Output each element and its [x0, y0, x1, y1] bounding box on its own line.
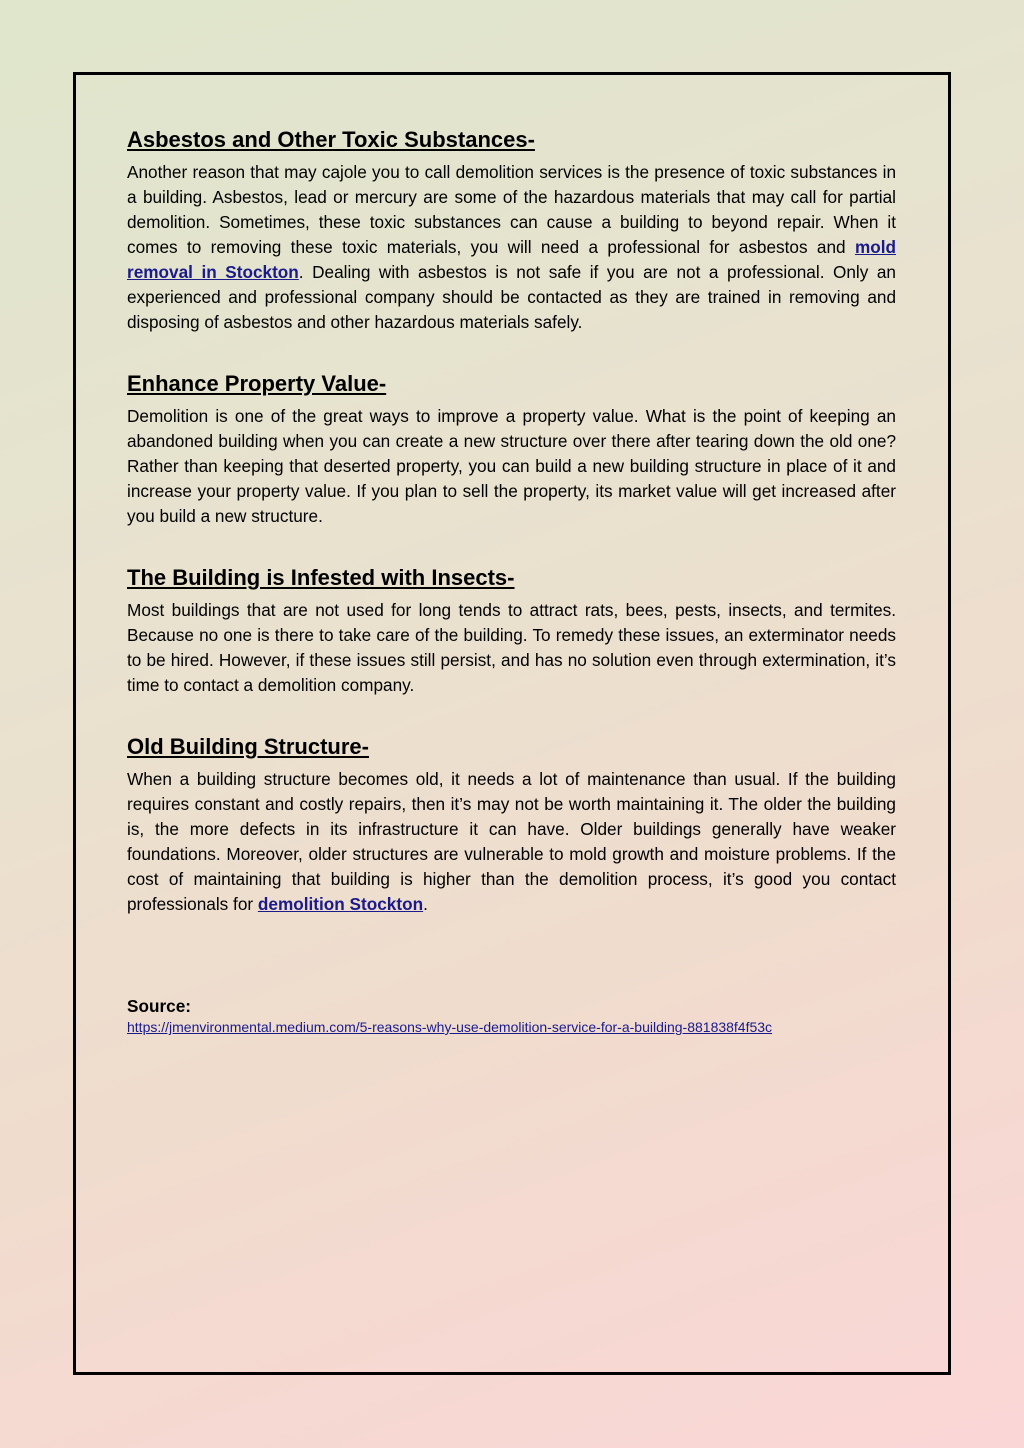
section-heading: Asbestos and Other Toxic Substances-: [127, 127, 535, 152]
section-paragraph: [127, 767, 896, 917]
paragraph-text: Another reason that may cajole you to call demolition services is the presence of toxic substances in a building. Asbestos, lead or mercury are some of the hazardous materials that may call for partial demolition. Sometimes, these toxic substances can cause a building to beyond repair. When it comes to removing these toxic materials, you will need a professional for asbestos and: [127, 162, 896, 257]
section-paragraph: Most buildings that are not used for long tends to attract rats, bees, pests, insects, and termites. Because no one is there to take care of the building. To remedy these issues, an exterminator needs to be hired. However, if these issues still persist, and has no solution even through extermination, it’s time to contact a demolition company.: [127, 600, 896, 695]
section-heading: Old Building Structure-: [127, 734, 369, 759]
source-block: [127, 995, 896, 1037]
source-label: Source:: [127, 996, 191, 1016]
document-content: [127, 125, 896, 1037]
demolition-stockton-link[interactable]: demolition Stockton: [257, 894, 424, 914]
section-heading: Enhance Property Value-: [127, 371, 387, 396]
section-paragraph: Demolition is one of the great ways to improve a property value. What is the point of keeping an abandoned building when you can create a new structure over there after tearing down the old one? Rather than keeping that deserted property, you can build a new building structure in place of it and increase your property value. If you plan to sell the property, its market value will get increased after you build a new structure.: [127, 406, 896, 526]
section-old-building: [127, 732, 896, 917]
section-asbestos: [127, 125, 896, 335]
mold-removal-link[interactable]: mold removal in Stockton: [127, 237, 896, 282]
source-url-link[interactable]: https://jmenvironmental.medium.com/5-reasons-why-use-demolition-service-for-a-building-881838f4f53c: [127, 1019, 773, 1035]
paragraph-text: . Dealing with asbestos is not safe if you are not a professional. Only an experienced and professional company should be contacted as they are trained in removing and disposing of asbestos and other hazardous materials safely.: [127, 262, 896, 332]
paragraph-text: .: [423, 894, 428, 914]
section-paragraph: [127, 160, 896, 335]
section-heading: The Building is Infested with Insects-: [127, 565, 515, 590]
section-insects: [127, 563, 896, 698]
paragraph-text: When a building structure becomes old, it needs a lot of maintenance than usual. If the building requires constant and costly repairs, then it’s may not be worth maintaining it. The older the building is, the more defects in its infrastructure it can have. Older buildings generally have weaker foundations. Moreover, older structures are vulnerable to mold growth and moisture problems. If the cost of maintaining that building is higher than the demolition process, it’s good you contact professionals for: [127, 769, 896, 914]
section-property-value: [127, 369, 896, 529]
